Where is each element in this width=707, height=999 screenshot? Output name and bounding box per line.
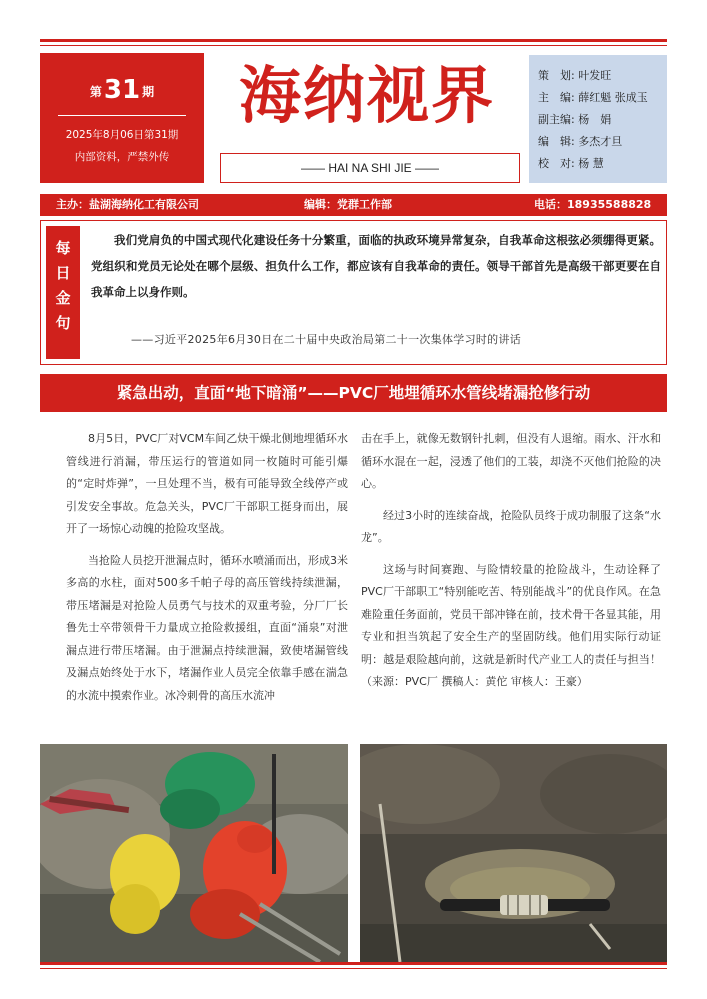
staff-list [529, 55, 667, 183]
article-paragraph: 当抢险人员挖开泄漏点时，循环水喷涌而出，形成3米多高的水柱，面对500多千帕子母的高压管线持续泄漏，带压堵漏是对抢险人员勇气与技术的双重考验，分厂厂长鲁先士卒带领骨干力量成立抢险救援组，直面“涌泉”对泄漏点进行带压堵漏。由于泄漏点持续泄漏，致使堵漏管线及漏点始终处于水下，堵漏作业人员完全依靠手感在湍急的水流中摸索作业。冰冷刺骨的高压水流冲 [66, 553, 348, 702]
issue-divider [58, 115, 186, 116]
masthead-title: 海纳视界 [238, 59, 495, 132]
staff-planner: 策 划: 叶发旺 [538, 69, 612, 82]
article-paragraph: 经过3小时的连续奋战，抢险队员终于成功制服了这条“水龙”。 [361, 508, 661, 544]
issue-date: 2025年8月06日第31期 [65, 129, 179, 141]
article-paragraph: 这场与时间赛跑、与险情较量的抢险战斗，生动诠释了PVC厂干部职工“特别能吃苦、特别能战斗”的优良作风。在急难险重任务面前，党员干部冲锋在前，技术骨干各显其能，用专业和担当筑起了安全生产的坚固防线。他们用实际行动证明：越是艰险越向前，这就是新时代产业工人的责任与担当！（来源：PVC厂 撰稿人：黄佗 审核人：王豪） [361, 562, 661, 688]
quote-tag-char: 句 [55, 314, 71, 332]
quote-text: 我们党肩负的中国式现代化建设任务十分繁重，面临的执政环境异常复杂，自我革命这根弦必须绷得更紧。党组织和党员无论处在哪个层级、担负什么工作，都应该有自我革命的责任。领导干部首先是高级干部更要在自我革命上以身作则。 [91, 233, 661, 299]
article-paragraph: 8月5日，PVC厂对VCM车间乙炔干燥北侧地埋循环水管线进行消漏，带压运行的管道如同一枚随时可能引爆的“定时炸弹”，一旦处理不当，极有可能导致全线停产或引发安全事故。危急关头，PVC厂干部职工挺身而出，展开了一场惊心动魄的抢险攻坚战。 [66, 432, 348, 535]
sponsor-text: 主办：盐湖海纳化工有限公司 [56, 198, 199, 211]
article-headline: 紧急出动，直面“地下暗涌”——PVC厂地埋循环水管线堵漏抢修行动 [40, 374, 667, 412]
daily-quote-panel [40, 220, 667, 365]
issue-suffix: 期 [142, 85, 155, 99]
article-paragraph: 击在手上，就像无数钢针扎刺，但没有人退缩。雨水、汗水和循环水混在一起，浸透了他们的工装，却浇不灭他们抢险的决心。 [361, 432, 661, 490]
quote-tag-char: 日 [55, 264, 71, 282]
staff-editor: 编 辑: 多杰才旦 [538, 135, 623, 148]
staff-deputy-editor: 副主编: 杨 娟 [538, 113, 612, 126]
bottom-rule-thin [40, 968, 667, 969]
quote-tag-char: 每 [55, 239, 71, 257]
quote-tag-char: 金 [55, 289, 71, 307]
staff-chief-editor: 主 编: 薛红魁 张成玉 [538, 91, 648, 104]
phone-text: 电话：18935588828 [534, 198, 652, 211]
article-column-right [361, 428, 661, 703]
editor-text: 编辑：党群工作部 [304, 198, 392, 211]
info-bar [40, 194, 667, 216]
article-column-left [66, 428, 348, 716]
issue-number-line [40, 73, 204, 103]
staff-proofreader: 校 对: 杨 慧 [538, 157, 604, 170]
issue-note: 内部资料，严禁外传 [74, 151, 170, 163]
top-rule [40, 39, 667, 42]
rescue-photo-pipe [360, 744, 667, 962]
top-rule-thin [40, 45, 667, 46]
issue-prefix: 第 [89, 85, 102, 99]
bottom-rule [40, 962, 667, 965]
issue-number: 31 [103, 75, 141, 105]
quote-source: ——习近平2025年6月30日在二十届中央政治局第二十一次集体学习时的讲话 [131, 333, 522, 346]
daily-quote-tag [46, 226, 80, 359]
issue-box [40, 53, 204, 183]
rescue-photo-workers [40, 744, 348, 962]
masthead-pinyin: —— HAI NA SHI JIE —— [220, 153, 520, 183]
